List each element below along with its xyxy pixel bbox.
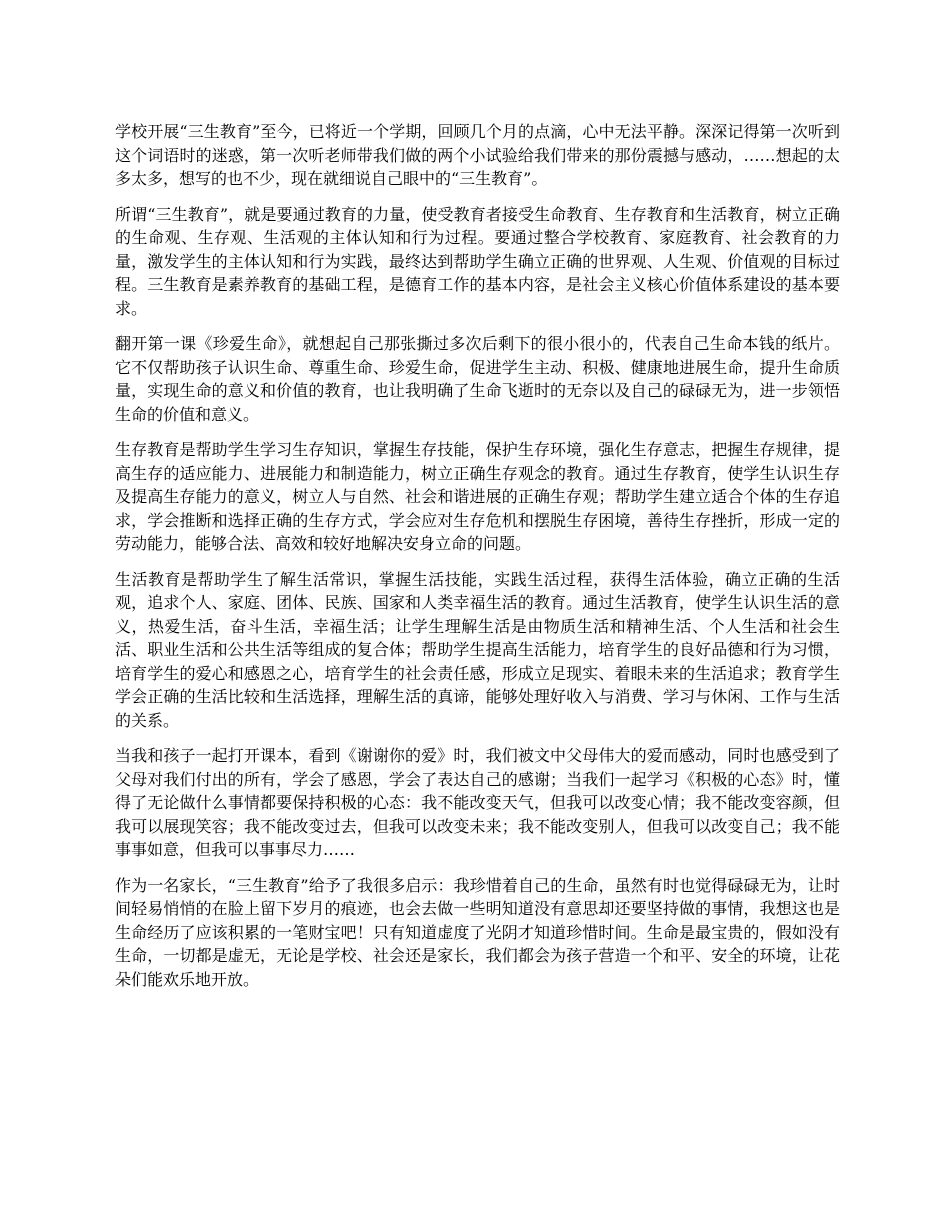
document-body bbox=[115, 120, 840, 1003]
paragraph-4: 生存教育是帮助学生学习生存知识，掌握生存技能，保护生存环境，强化生存意志，把握生存规律，提高生存的适应能力、进展能力和制造能力，树立正确生存观念的教育。通过生存教育，使学生认识生存及提高生存能力的意义，树立人与自然、社会和谐进展的正确生存观；帮助学生建立适合个体的生存追求，学会推断和选择正确的生存方式，学会应对生存危机和摆脱生存困境，善待生存挫折，形成一定的劳动能力，能够合法、高效和较好地解决安身立命的问题。 bbox=[115, 440, 840, 553]
paragraph-2: 所谓“三生教育”，就是要通过教育的力量，使受教育者接受生命教育、生存教育和生活教育，树立正确的生命观、生存观、生活观的主体认知和行为过程。要通过整合学校教育、家庭教育、社会教育的力量，激发学生的主体认知和行为实践，最终达到帮助学生确立正确的世界观、人生观、价值观的目标过程。三生教育是素养教育的基础工程，是德育工作的基本内容，是社会主义核心价值体系建设的基本要求。 bbox=[115, 204, 840, 318]
paragraph-6: 当我和孩子一起打开课本，看到《谢谢你的爱》时，我们被文中父母伟大的爱而感动，同时也感受到了父母对我们付出的所有，学会了感恩，学会了表达自己的感谢；当我们一起学习《积极的心态》时，懂得了无论做什么事情都要保持积极的心态：我不能改变天气，但我可以改变心情；我不能改变容颜，但我可以展现笑容；我不能改变过去，但我可以改变未来；我不能改变别人，但我可以改变自己；我不能事事如意，但我可以事事尽力…… bbox=[115, 746, 840, 859]
paragraph-3: 翻开第一课《珍爱生命》，就想起自己那张撕过多次后剩下的很小很小的，代表自己生命本钱的纸片。它不仅帮助孩子认识生命、尊重生命、珍爱生命，促进学生主动、积极、健康地进展生命，提升生命质量，实现生命的意义和价值的教育，也让我明确了生命飞逝时的无奈以及自己的碌碌无为，进一步领悟生命的价值和意义。 bbox=[115, 334, 840, 424]
paragraph-7: 作为一名家长，“三生教育”给予了我很多启示：我珍惜着自己的生命，虽然有时也觉得碌碌无为，让时间轻易悄悄的在脸上留下岁月的痕迹，也会去做一些明知道没有意思却还要坚持做的事情，我想这也是生命经历了应该积累的一笔财宝吧！只有知道虚度了光阴才知道珍惜时间。生命是最宝贵的，假如没有生命，一切都是虚无，无论是学校、社会还是家长，我们都会为孩子营造一个和平、安全的环境，让花朵们能欢乐地开放。 bbox=[115, 875, 840, 989]
paragraph-1: 学校开展“三生教育”至今，已将近一个学期，回顾几个月的点滴，心中无法平静。深深记得第一次听到这个词语时的迷惑，第一次听老师带我们做的两个小试验给我们带来的那份震撼与感动，……想起的太多太多，想写的也不少，现在就细说自己眼中的“三生教育”。 bbox=[115, 122, 840, 188]
paragraph-5: 生活教育是帮助学生了解生活常识，掌握生活技能，实践生活过程，获得生活体验，确立正确的生活观，追求个人、家庭、团体、民族、国家和人类幸福生活的教育。通过生活教育，使学生认识生活的意义，热爱生活，奋斗生活，幸福生活；让学生理解生活是由物质生活和精神生活、个人生活和社会生活、职业生活和公共生活等组成的复合体；帮助学生提高生活能力，培育学生的良好品德和行为习惯，培育学生的爱心和感恩之心，培育学生的社会责任感，形成立足现实、着眼未来的生活追求；教育学生学会正确的生活比较和生活选择，理解生活的真谛，能够处理好收入与消费、学习与休闲、工作与生活的关系。 bbox=[115, 569, 840, 730]
